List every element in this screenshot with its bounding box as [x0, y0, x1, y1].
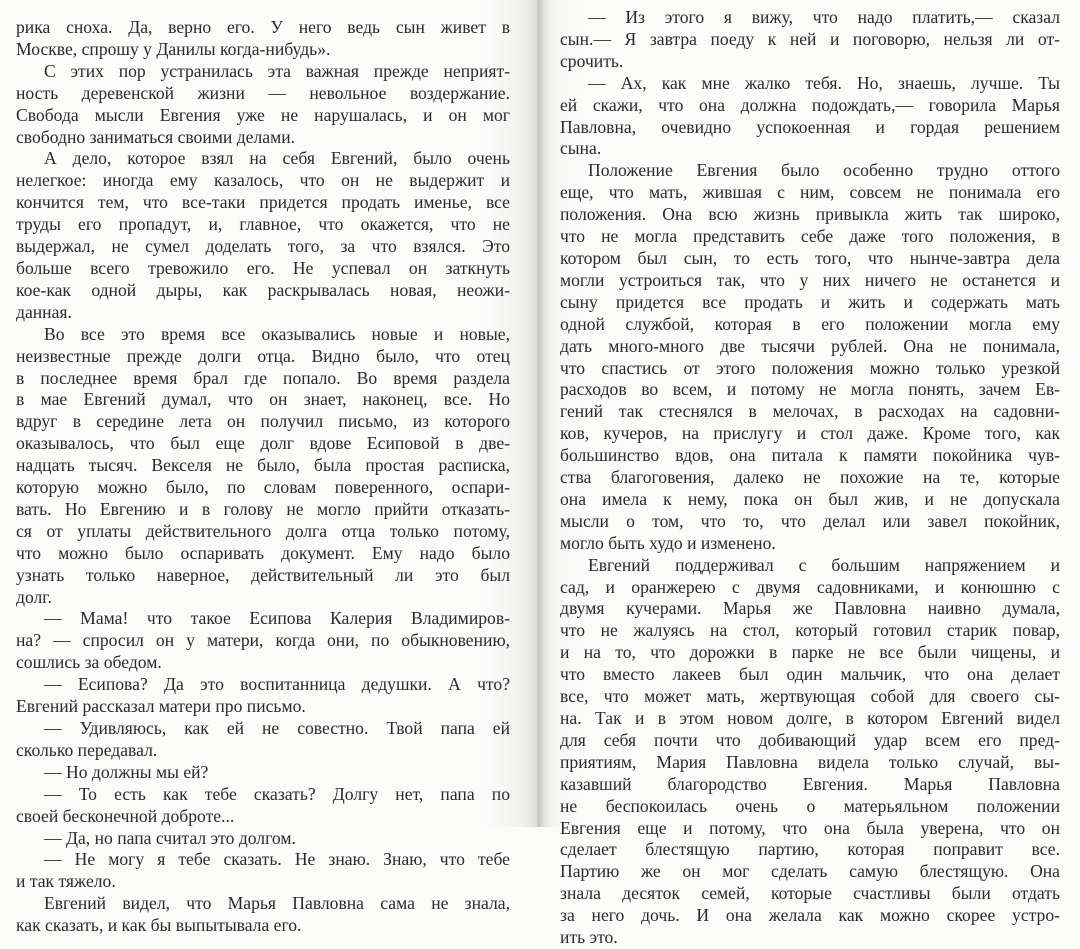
text-line: сын.— Я завтра поеду к ней и поговорю, нельзя ли от- [560, 28, 1060, 49]
paragraph [560, 73, 1060, 161]
text-line: в последнее время брал где попало. Во время раздела [16, 367, 510, 388]
text-line: неизвестные прежде долги отца. Видно было, что отец [16, 345, 510, 366]
text-line: Евгений видел, что Марья Павловна сама не знала, [44, 893, 510, 914]
text-line: нелегкое: иногда ему казалось, что он не выдержит и [16, 170, 510, 191]
text-line: все, что может мать, жертвующая собой для своего сы- [560, 686, 1060, 707]
text-line: что не могла представить себе даже того положения, в [560, 226, 1060, 247]
left-page [0, 0, 538, 936]
text-line: на? — спросил он у матери, когда они, по обыкновению, [16, 630, 510, 651]
text-line: долг. [16, 586, 52, 607]
text-line: Москве, спрошу у Данилы когда-нибудь». [16, 38, 331, 59]
text-line: — Из этого я вижу, что надо платить,— сказал [588, 7, 1060, 27]
text-line: могли устроиться так, что у них ничего не останется и [560, 269, 1060, 290]
text-line: котором был сын, то есть того, что нынче-завтра дела [560, 247, 1060, 268]
text-line: ства благоговения, далеко не похожие на те, которые [560, 467, 1060, 488]
book-gutter [537, 0, 539, 827]
text-line: Партию же он мог сделать самую блестящую. Она [560, 861, 1060, 882]
text-line: в мае Евгений думал, что он знает, наконец, все. Но [16, 389, 510, 410]
text-line: казавший благородство Евгения. Марья Павловна [560, 773, 1060, 794]
text-line: своей бесконечной доброте... [16, 805, 235, 826]
paragraph [16, 608, 510, 674]
text-line: знала десяток семей, которые счастливы были отдать [560, 883, 1060, 904]
text-line: — Да, но папа считал это долгом. [44, 827, 296, 848]
text-line: Павловна, очевидно успокоенная и гордая решением [560, 116, 1060, 137]
text-line: — Есипова? Да это воспитанница дедушки. А что? [44, 674, 510, 695]
paragraph [16, 674, 510, 718]
text-line: что вместо лакеев был один мальчик, что она делает [560, 664, 1060, 685]
text-line: ить это. [560, 927, 618, 948]
text-line: как сказать, и как бы выпытывала его. [16, 915, 302, 936]
text-line: одной службой, которая в его положении могла ему [560, 313, 1060, 334]
text-line: — Ах, как мне жалко тебя. Но, знаешь, лучше. Ты [588, 72, 1060, 93]
text-line: кончится тем, что все-таки придется продать именье, все [16, 192, 510, 213]
text-line: узнать только наверное, действительный ли это был [16, 564, 510, 585]
text-line: ность деревенской жизни — невольное воздержание. [16, 82, 510, 103]
paragraph [16, 893, 510, 937]
text-line: сыну придется все продать и жить и содержать мать [560, 291, 1060, 312]
paragraph [560, 160, 1060, 554]
text-line: она имела к нему, пока он был жив, и не допускала [560, 488, 1060, 509]
paragraph [16, 849, 510, 893]
text-line: — Но должны мы ей? [44, 761, 209, 782]
text-line: рика сноха. Да, верно его. У него ведь сын живет в [16, 17, 510, 37]
text-line: двумя кучерами. Марья же Павловна наивно думала, [560, 598, 1060, 619]
text-line: С этих пор устранилась эта важная прежде неприят- [44, 60, 510, 81]
right-page [538, 0, 1080, 948]
text-line: что можно было оспаривать документ. Ему надо было [16, 542, 510, 563]
text-line: еще, что мать, жившая с ним, совсем не понимала его [560, 182, 1060, 203]
text-line: ей скажи, что она должна подождать,— говорила Марья [560, 94, 1060, 115]
text-line: данная. [16, 301, 72, 322]
text-line: дать много-много две тысячи рублей. Она не понимала, [560, 335, 1060, 356]
text-line: не беспокоилась очень о матерьяльном положении [560, 795, 1060, 816]
text-line: надцать тысяч. Векселя не было, была простая расписка, [16, 455, 510, 476]
text-line: больше всего тревожило его. Не успевал он заткнуть [16, 257, 510, 278]
paragraph [16, 61, 510, 149]
text-line: Положение Евгения было особенно трудно оттого [588, 160, 1060, 181]
text-line: — Мама! что такое Есипова Калерия Владимиров- [44, 608, 510, 629]
text-line: Евгений рассказал матери про письмо. [16, 696, 306, 717]
text-line: положения. Она всю жизнь привыкла жить так широко, [560, 204, 1060, 225]
paragraph [16, 324, 510, 609]
text-line: Во все это время все оказывались новые и новые, [44, 323, 510, 344]
text-line: — Не могу я тебе сказать. Не знаю. Знаю, что тебе [44, 849, 510, 870]
text-line: что не жалуясь на стол, который готовил старик повар, [560, 620, 1060, 641]
text-line: — Удивляюсь, как ей не совестно. Твой папа ей [44, 718, 510, 738]
text-line: свободно заниматься своими делами. [16, 126, 296, 147]
text-line: ков, кучеров, на прислугу и стол даже. Кроме того, как [560, 423, 1060, 444]
paragraph [16, 718, 510, 762]
text-line: сделает блестящую партию, которая поправит все. [560, 839, 1060, 860]
paragraph [16, 148, 510, 323]
text-line: сына. [560, 138, 602, 159]
paragraph [16, 784, 510, 828]
text-line: вдруг в середине лета он получил письмо, из которого [16, 411, 510, 432]
text-line: Евгения еще и потому, что она была уверена, что он [560, 817, 1060, 838]
text-line: и так тяжело. [16, 871, 116, 892]
left-page-text [16, 17, 510, 937]
text-line: выдержал, не сумел доделать того, за что взялся. Это [16, 236, 510, 257]
text-line: за него дочь. И она желала как можно скорее устро- [560, 905, 1060, 926]
paragraph [16, 17, 510, 61]
text-line: на. Так и в этом новом долге, в котором Евгений видел [560, 708, 1060, 728]
text-line: что спастись от этого положения можно только урезкой [560, 357, 1060, 378]
text-line: вать. Но Евгению и в голову не могло прийти отказать- [16, 498, 510, 519]
text-line: кое-как одной дыры, как раскрывалась новая, неожи- [16, 279, 510, 300]
text-line: которую можно было, по словам поверенного, оспари- [16, 477, 510, 498]
right-page-text [560, 7, 1060, 949]
text-line: расходов во всем, и потому не могла понять, зачем Ев- [560, 379, 1060, 400]
text-line: оказывалось, что был еще долг вдове Есиповой в две- [16, 433, 510, 454]
text-line: сошлись за обедом. [16, 652, 162, 673]
text-line: труды его пропадут, и, главное, что окажется, что не [16, 214, 510, 235]
paragraph [560, 7, 1060, 73]
paragraph [560, 555, 1060, 949]
text-line: могло быть худо и изменено. [560, 532, 776, 553]
text-line: гений так стеснялся в мелочах, в расходах на садовни- [560, 401, 1060, 422]
text-line: большинство вдов, она питала к памяти покойника чув- [560, 445, 1060, 466]
text-line: сад, и оранжерею с двумя садовниками, и конюшню с [560, 576, 1060, 597]
text-line: для себя почти что добивающий удар всем его пред- [560, 729, 1060, 750]
text-line: приятиям, Мария Павловна видела только случай, вы- [560, 751, 1060, 772]
paragraph [16, 762, 510, 784]
text-line: мысли о том, что то, что делал или завел покойник, [560, 510, 1060, 531]
text-line: — То есть как тебе сказать? Долгу нет, папа по [44, 783, 510, 804]
text-line: срочить. [560, 50, 624, 71]
text-line: ся от уплаты действительного долга отца только потому, [16, 520, 510, 541]
paragraph [16, 828, 510, 850]
text-line: Евгений поддерживал с большим напряжением и [588, 554, 1060, 575]
text-line: и на то, что дорожки в парке не все были чищены, и [560, 642, 1060, 663]
text-line: А дело, которое взял на себя Евгений, было очень [44, 148, 510, 169]
text-line: сколько передавал. [16, 739, 158, 760]
text-line: Свобода мысли Евгения уже не нарушалась, и он мог [16, 104, 510, 125]
